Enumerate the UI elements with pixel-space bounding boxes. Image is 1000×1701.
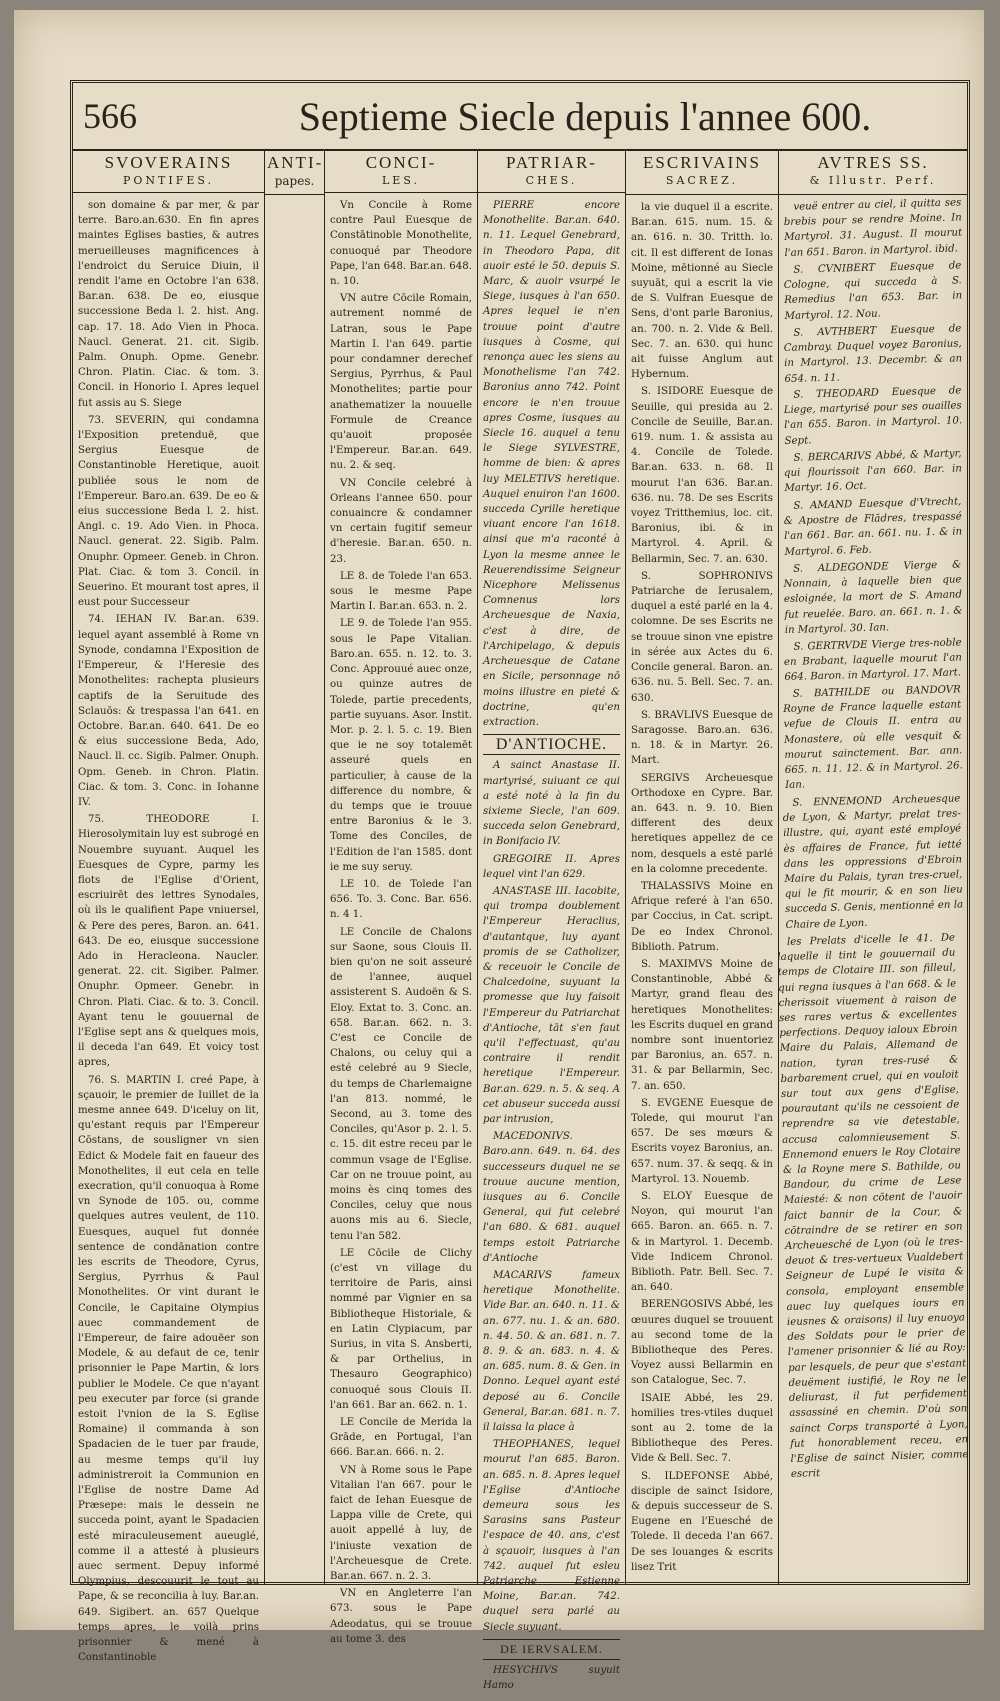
paragraph: Vn Concile à Rome contre Paul Euesque de Constātinoble Monothelite, conuoqué par Theodore Pape, l'an 648. Bar.an. 648. n. 10. xyxy=(330,200,472,288)
running-title: Septieme Siecle depuis l'annee 600. xyxy=(298,93,872,139)
paragraph: MACARIVS fameux heretique Monothelite. Vide Bar. an. 640. n. 11. & an. 677. nu. 1. & an. 680. n. 44. 50. & an. 681. n. 7. 8. 9. & an. 683. n. 4. & an. 685. num. 8. & Gen. in Donno. Lequel ayant esté deposé au 6. Concile General, Bar.an. 681. n. 7. il laissa la place à xyxy=(483,1270,620,1434)
section-title-antioche: D'ANTIOCHE. xyxy=(483,734,620,755)
paragraph: S. BRAVLIVS Euesque de Saragosse. Baro.an. 636. n. 18. & in Martyr. 26. Mart. xyxy=(631,709,773,767)
paragraph: LE Cōcile de Clichy (c'est vn village du territoire de Paris, ainsi nommé par Vignier en sa Bibliotheque Historiale, & en Latin Clypiacum, par Surius, in vita S. Ansberti, & par Orthelius, in Thesauro Geographico) conuoqué sous Clouis II. l'an 661. Bar an. 662. n. 1. xyxy=(330,1247,472,1411)
paragraph: 76. S. MARTIN I. creé Pape, à sçauoir, le premier de Iuillet de la mesme annee 649. D'iceluy on lit, qu'estant requis par l'Empereur Cōstans, de sousligner vn sien Edict & Modele fait en faueur des Monothelites, il eut cela en telle execration, qu'il conuoqua à Rome vn Synode de 105. ou, comme quelques autres veulent, de 110. Euesques, auquel fut donnée sentence de condānation contre les escrits de Theodore, Cyrus, Sergius, Pyrrhus & Paul Monothelites. Or vint durant le Concile, le Capitaine Olympius auec commandement de l'Empereur, de faire adouëer son Modele, & au defaut de ce, tenir prisonnier le Pape Martin, & lors publier le Modele. Ce que n'ayant peu executer par force (si grande estoit l'vnion de la S. Eglise Romaine) il commanda à son Spadacien de le tuer par fraude, au mesme temps qu'il luy administreroit la Communion en l'Eglise de nostre Dame Ad Præsepe: mais le dessein ne succeda point, ayant le Spadacien esté miraculeusement aueuglé, comme il a attesté à plusieurs auec serment. Depuy informé Olympius, descouurit le tout au Pape, & se reconcilia à luy. Bar.an. 649. Sigibert. an. 657 Quelque temps apres, le voilà prins prisonnier & mené à Constantinoble xyxy=(78,1074,259,1664)
paragraph: son domaine & par mer, & par terre. Baro.an.630. En fin apres maintes Eglises basties, & autres merueilleuses magnificences à l'endroict du Seruice Diuin, il rendit l'ame en Octobre l'an 638. Bar.an. 638. De eo, eiusque successione Beda l. 2. hist. Ang. cap. 17. 18. Ado Vien in Phoca. Naucl. Generat. 21. cit. Sigib. Palm. Onuph. Opme. Genebr. Chron. Platin. Ciac. & tom. 3. Concil. in Honorio I. Apres lequel fut assis au S. Siege xyxy=(78,200,259,409)
patriarch-antioch-text xyxy=(483,758,620,1635)
paragraph: ANASTASE III. Iacobite, qui trompa doublement l'Empereur Heraclius, d'autantque, luy ayant promis de se Catholizer, & receuoir le Concile de Chalcedoine, suyuant la promesse que luy faisoit l'Empereur du Patriarchat d'Antioche, tāt s'en faut qu'il l'effectuast, qu'au contraire il rendit heretique l'Empereur. Bar.an. 629. n. 5. & seq. A cet abuseur succeda aussi par intrusion, xyxy=(483,885,620,1125)
column-subtitle: & Illustr. Perf. xyxy=(809,174,937,187)
paragraph: LE Concile de Chalons sur Saone, sous Clouis II. bien qu'on ne soit asseuré de l'annee, auquel assisterent S. Audoën & S. Eloy. Extat to. 3. Conc. an. 658. Bar.an. 662. n. 3. C'est ce Concile de Chalons, ou celuy qui a esté celebré au 9 Siecle, du temps de Charlemaigne l'an 813. nommé, le Second, au 3. tome des Conciles, qu'Asor p. 2. l. 5. c. 15. dit estre receu par le commun vsage de l'Eglise. Car on ne trouue point, au moins ès cinq tomes des Conciles, celuy que nous auons mis au 6. Siecle, tenu l'an 582. xyxy=(330,926,472,1242)
paragraph: la vie duquel il a escrite. Bar.an. 615. num. 15. & an. 616. n. 30. Tritth. lo. cit. Il est different de Ionas Moine, mētionné au Siecle suyuāt, qui a escrit la vie de S. Vulfran Euesque de Sens, d'ont parle Baronius, an. 700. n. 2. Vide & Bell. Sec. 7. an. 630. qui hunc ait fuisse Anglum aut Hybernum. xyxy=(631,202,773,381)
column-patriarches xyxy=(478,151,626,1692)
column-header xyxy=(779,151,967,195)
paragraph: 75. THEODORE I. Hierosolymitain luy est subrogé en Nouembre suyuant. Auquel les Euesques de Cypre, parmy les flots de l'Eglise d'Orient, escriuirēt des lettres Synodales, où ils le qualifient Pape vniuersel, & Pere des peres, Baron. an. 641. 643. De eo, eiusque successione Ado in Heracleona. Naucler. generat. 22. cit. Sigiber. Palmer. Onuphr. Opmeer. Genebr. in Chron. Plati. Ciac. & to. 3. Concil. Ayant tenu le gouuernal de l'Eglise sept ans & quelques mois, il deceda l'an 649. Et voicy tost apres, xyxy=(78,814,259,1069)
paragraph: S. AMAND Euesque d'Vtrecht, & Apostre de Flādres, trespassé l'an 661. Bar. an. 661. nu. 1. & in Martyrol. 6. Feb. xyxy=(783,496,963,558)
paragraph: S. MAXIMVS Moine de Constantinoble, Abbé & Martyr, grand fleau des heretiques Monothelites: les Escrits duquel en grand nombre sont inuentoriez par Baronius, an. 657. n. 31. & par Bellarmin, Sec. 7. an. 650. xyxy=(631,958,773,1092)
column-title: AVTRES SS. xyxy=(817,153,929,172)
column-title: ESCRIVAINS xyxy=(643,153,761,172)
column-subtitle: PONTIFES. xyxy=(122,174,215,187)
paragraph: 73. SEVERIN, qui condamna l'Exposition pretenduë, que Sergius Euesque de Constantinoble Heretique, auoit publiée sous le nom de l'Empereur. Baro.an. 639. De eo & eius successione Beda l. 2. hist. Angl. c. 19. Ado Vien. in Phoca. Naucl. generat. 22. Sigib. Palm. Onuphr. Opmeer. Geneb. in Chron. Plat. Ciac. & tom 3. Concil. in Seuerino. Et mourant tost apres, il eust pour Successeur xyxy=(78,414,259,609)
patriarch-jerusalem-text xyxy=(483,1663,620,1693)
column-header xyxy=(73,151,264,193)
paragraph: VN à Rome sous le Pape Vitalian l'an 667. pour le faict de Iehan Euesque de Lappa ville de Crete, qui auoit appellé à luy, de l'iniuste vexation de l'Archeuesque de Crete. Bar.an. 667. n. 2. 3. xyxy=(330,1464,472,1583)
paragraph: les Prelats d'icelle le 41. De laquelle il tint le gouuernail du temps de Clotaire III. son filleul, qui regna iusques à l'an 668. & le cherissoit viuement à raison de ses rares vertus & excellentes perfections. Dequoy ialoux Ebroin Maire du Palais, Allemand de nation, tyran tres-rusé & barbarement cruel, qui en vouloit sur tout aux gens d'Eglise, pourautant qu'ils ne cessoient de reprendre sa vie detestable, accusa calomnieusement S. Ennemond enuers le Roy Clotaire & la Royne mere S. Bathilde, ou Bandour, du crime de Lese Maiesté: & non cōtent de l'auoir faict bannir de la Cour, & cōtraindre de se retirer en son Archeuesché de Lyon (où le tres-deuot & tres-vertueux Vualdebert Seigneur de Lupé le visita & consola, employant ensemble auec luy quelques iours en ieusnes & oraisons) il luy enuoya des Soldats pour le prier de l'amener prisonnier & lié au Roy: par lesquels, de peur que s'estant deuëment iustifié, le Roy ne le deliurast, il fut perfidement assassiné en chemin. D'où son sainct Corps transporté à Lyon, fut honorablement receu, en l'Eglise de sainct Nisier, comme escrit xyxy=(777,931,969,1480)
paragraph: S. GERTRVDE Vierge tres-noble en Brabant, laquelle mourut l'an 664. Baron. in Martyrol. 17. Mart. xyxy=(783,637,963,684)
column-text xyxy=(779,195,967,1584)
paragraph: VN Concile celebré à Orleans l'annee 650. pour conuaincre & condamner vn certain fugitif semeur d'heresie. Bar.an. 650. n. 23. xyxy=(330,477,472,565)
paragraph: BERENGOSIVS Abbé, les œuures duquel se trouuent au second tome de la Bibliotheque des Peres. Voyez aussi Bellarmin en son Catalogue, Sec. 7. xyxy=(631,1299,773,1387)
paragraph: A sainct Anastase II. martyrisé, suiuant ce qui a esté noté à la fin du sixieme Siecle, l'an 609. succeda selon Genebrard, in Bonifacio IV. xyxy=(483,760,620,848)
column-subtitle: papes. xyxy=(274,174,315,188)
paragraph: SERGIVS Archeuesque Orthodoxe en Cypre. Bar. an. 643. n. 9. 10. Bien different des deux heretiques appellez de ce nom, desquels a esté parlé en la colomne precedente. xyxy=(631,772,773,875)
paragraph: THEOPHANES, lequel mourut l'an 685. Baron. an. 685. n. 8. Apres lequel l'Eglise d'Antioche demeura sous les Sarasins sans Pasteur l'espace de 40. ans, c'est à sçauoir, iusques à l'an 742. auquel fut esleu Patriarche Estienne Moine, Bar.an. 742. duquel sera parlé au Siecle suyuant. xyxy=(483,1439,620,1633)
columns xyxy=(73,151,969,1692)
page-frame xyxy=(70,80,970,1692)
paragraph: MACEDONIVS. Baro.ann. 649. n. 64. des successeurs duquel ne se trouue aucune mention, iusques au 6. Concile General, qui fut celebré l'an 680. & 681. auquel temps estoit Patriarche d'Antioche xyxy=(483,1131,620,1264)
paragraph: LE 8. de Tolede l'an 653. sous le mesme Pape Martin I. Bar.an. 653. n. 2. xyxy=(330,570,472,613)
paragraph: S. BATHILDE ou BANDOVR Royne de France laquelle estant vefue de Clouis II. entra au Monastere, où elle vesquit & mourut sainctement. Bar. ann. 665. n. 11. 12. & in Martyrol. 26. Ian. xyxy=(783,684,963,792)
paragraph: S. ENNEMOND Archeuesque de Lyon, & Martyr, prelat tres-illustre, qui, ayant esté employé ès affaires de France, fut ietté dans les oppressions d'Ebroin Maire du Palais, tyran tres-cruel, qui le fit mourir, & en son lieu succeda S. Genis, mentionné en la Chaire de Lyon. xyxy=(782,793,964,931)
paragraph: LE 9. de Tolede l'an 955. sous le Pape Vitalian. Baro.an. 655. n. 12. to. 3. Conc. Approuué auec onze, ou quinze autres de Tolede, partie precedents, partie suyuans. Asor. Instit. Mor. p. 2. l. 5. c. 19. Bien que ie ne soy totalemēt asseuré quels en particulier, à cause de la difference du nombre, & du temps que ie trouue entre Baronius & le 3. Tome des Conciles, de l'Edition de l'an 1585. dont ie me suy seruy. xyxy=(330,618,472,873)
paragraph: VN en Angleterre l'an 673. sous le Pape Adeodatus, qui se trouue au tome 3. des xyxy=(330,1588,472,1645)
paragraph: S. ILDEFONSE Abbé, disciple de sainct Isidore, & depuis successeur de S. Eugene en l'Euesché de Tolede. Il deceda l'an 667. De ses louanges & escrits lisez Trit xyxy=(631,1470,773,1573)
paragraph: LE 10. de Tolede l'an 656. To. 3. Conc. Bar. 656. n. 4 1. xyxy=(330,878,472,921)
paragraph: S. ELOY Euesque de Noyon, qui mourut l'an 665. Baron. an. 665. n. 7. & in Martyrol. 1. Decemb. Vide Indicem Chronol. Biblioth. Patr. Bell. Sec. 7. an. 640. xyxy=(631,1191,773,1294)
page-number: 566 xyxy=(83,96,137,136)
paragraph: veuë entrer au ciel, il quitta ses brebis pour se rendre Moine. In Martyrol. 31. August. Il mourut l'an 651. Baron. in Martyrol. ibid. xyxy=(783,197,963,259)
paragraph: PIERRE encore Monothelite. Bar.an. 640. n. 11. Lequel Genebrard, in Theodoro Papa, dit auoir esté le 50. depuis S. Marc, & auoir vsurpé le Siege, iusques à l'an 650. Apres lequel ie n'en trouue point d'autre iusques à Cosme, qui renonça auec les siens au Monothelisme l'an 742. Baronius anno 742. Point encore ie n'en trouue apres Cosme, iusques au Siecle 16. auquel a tenu le Siege SYLVESTRE, homme de bien: & apres luy MELETIVS heretique. Auquel enuiron l'an 1600. succeda Cyrille heretique viuant encore l'an 1618. ainsi que m'a raconté à Lyon la mesme annee le Reuerendissime Seigneur Nicephore Melissenus Comnenus lors Archeuesque de Naxia, c'est à dire, de l'Archipelago, & depuis Archeuesque de Catane en Sicile, personnage nō moins illustre en pieté & doctrine, qu'en extraction. xyxy=(483,200,620,728)
paragraph: S. ALDEGONDE Vierge & Nonnain, à laquelle bien que esloignée, la mort de S. Amand fut reuelée. Baro. an. 661. n. 1. & in Martyrol. 30. Ian. xyxy=(783,559,963,636)
column-text xyxy=(73,193,264,1673)
page-header xyxy=(73,83,967,151)
column-text-empty xyxy=(265,195,324,1584)
column-antipapes xyxy=(265,151,325,1584)
column-header xyxy=(265,151,324,195)
column-title: SVOVERAINS xyxy=(104,153,233,172)
column-subtitle: LES. xyxy=(382,174,420,187)
paragraph: 74. IEHAN IV. Bar.an. 639. lequel ayant assemblé à Rome vn Synode, condamna l'Exposition de l'Empereur, & l'Heresie des Monothelites: rachepta plusieurs captifs de la Seruitude des Sclauōs: & trespassa l'an 641. en Octobre. Bar.an. 640. 641. De eo & eius successione Beda, Ado, Naucl. ll. cc. Sigib. Palmer. Onuph. Opm. Geneb. in Chron. Platin. Ciac. & tom. 3. Conc. in Iohanne IV. xyxy=(78,614,259,808)
column-souverains xyxy=(73,151,265,1664)
column-title: CONCI- xyxy=(365,153,437,172)
column-header xyxy=(325,151,477,193)
paragraph: S. EVGENE Euesque de Tolede, qui mourut l'an 657. De ses mœurs & Escrits voyez Baronius, an. 657. num. 37. & seqq. & in Martyrol. 13. Nouemb. xyxy=(631,1097,773,1185)
column-text xyxy=(325,193,477,1654)
column-title: ANTI- xyxy=(267,153,324,172)
column-header xyxy=(478,151,625,193)
paragraph: S. THEODARD Euesque de Liege, martyrisé pour ses ouailles l'an 655. Baron. in Martyrol. 10. Sept. xyxy=(783,385,963,448)
paragraph: ISAIE Abbé, les 29. homilies tres-vtiles duquel sont au 2. tome de la Bibliotheque des Peres. Vide & Bell. Sec. 7. xyxy=(631,1392,773,1465)
paragraph: S. SOPHRONIVS Patriarche de Ierusalem, duquel a esté parlé en la 4. colomne. De ses Escrits ne se trouue sinon vne epistre in sérée aux Actes du 6. Concile general. Baron. an. 636. nu. 5. Bell. Sec. 7. an. 630. xyxy=(631,570,773,704)
paragraph: THALASSIVS Moine en Afrique referé à l'an 650. par Coccius, in Cat. script. De eo Index Chronol. Biblioth. Patrum. xyxy=(631,880,773,953)
column-autres-saints xyxy=(779,151,967,1584)
column-title: PATRIAR- xyxy=(506,153,597,172)
column-subtitle: CHES. xyxy=(525,174,578,187)
column-header xyxy=(626,151,778,195)
column-text xyxy=(478,193,625,1701)
column-text xyxy=(626,195,778,1584)
paragraph: LE Concile de Merida la Grāde, en Portugal, l'an 666. Bar.an. 666. n. 2. xyxy=(330,1417,472,1459)
paragraph: S. ISIDORE Euesque de Seuille, qui presida au 2. Concile de Seuille, Bar.an. 619. num. 1. & assista au 4. Concile de Tolede. Bar.an. 633. n. 68. Il mourut l'an 636. Bar.an. 636. nu. 78. De ses Escrits voyez Tritthemius, loc. cit. Baronius, ibi. & in Martyrol. 4. April. & Bellarmin, Sec. 7. an. 630. xyxy=(631,386,773,565)
paragraph: VN autre Cōcile Romain, autrement nommé de Latran, sous le Pape Martin I. l'an 649. partie pour condamner derechef Sergius, Pyrrhus, & Paul Monothelites; partie pour anathematizer la nouuelle Formule de Creance qu'auoit proposée l'Empereur. Bar.an. 649. nu. 2. & seq. xyxy=(330,293,472,472)
patriarch-alexandria-text xyxy=(483,198,620,730)
paragraph: HESYCHIVS suyuit Hamo xyxy=(483,1665,620,1692)
column-escrivains xyxy=(626,151,779,1584)
column-conciles xyxy=(325,151,478,1645)
column-subtitle: SACREZ. xyxy=(665,174,739,187)
paragraph: S. AVTHBERT Euesque de Cambray. Duquel voyez Baronius, in Martyrol. 13. Decembr. & an 654. n. 11. xyxy=(783,322,963,385)
paragraph: GREGOIRE II. Apres lequel vint l'an 629. xyxy=(483,853,620,880)
section-title-jerusalem: DE IERVSALEM. xyxy=(483,1639,620,1660)
book-page xyxy=(14,10,984,1692)
paragraph: S. CVNIBERT Euesque de Cologne, qui succeda à S. Remedius l'an 653. Bar. in Martyrol. 12. Nou. xyxy=(783,260,963,322)
paragraph: S. BERCARIVS Abbé, & Martyr, qui flourissoit l'an 660. Bar. in Martyr. 16. Oct. xyxy=(783,448,963,495)
